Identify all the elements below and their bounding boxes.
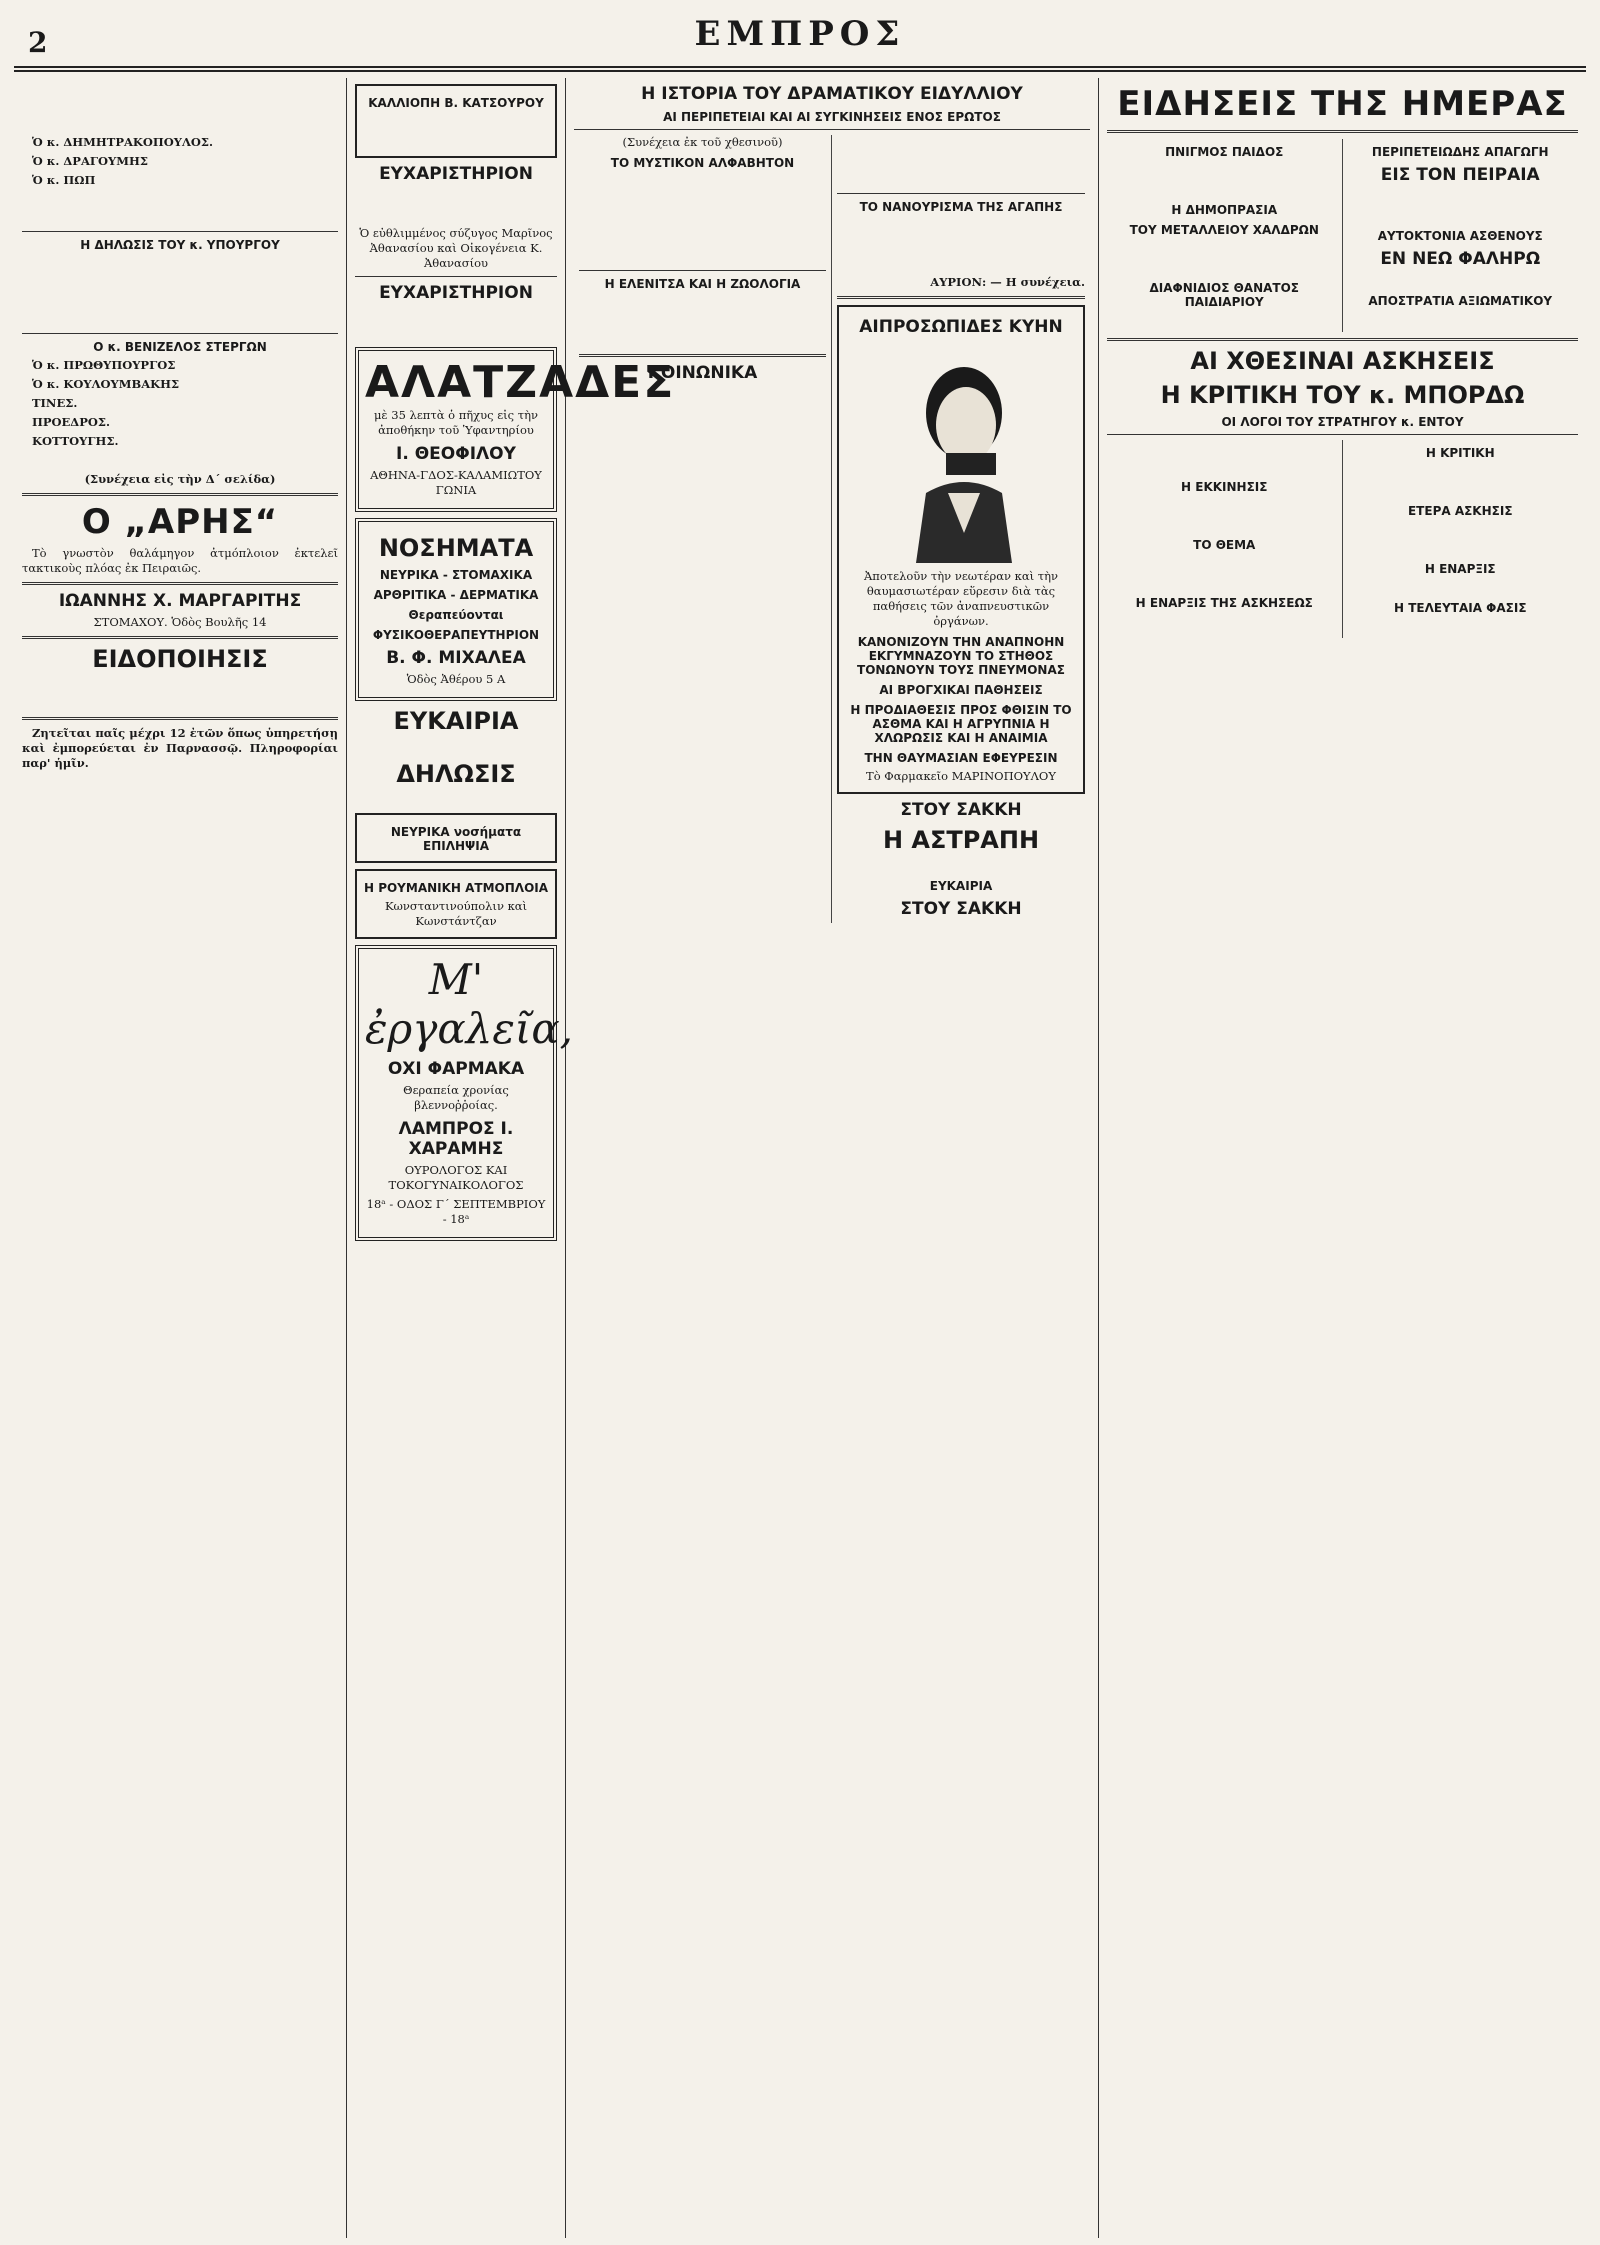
body-text [22, 696, 338, 711]
ad-faces-h2: ΑΙ ΒΡΟΓΧΙΚΑΙ ΠΑΘΗΣΕΙΣ [879, 683, 1043, 697]
body-text [1112, 440, 1337, 455]
thanks-1-title: ΕΥΧΑΡΙΣΤΗΡΙΟΝ [379, 164, 533, 184]
ad-romaniki [355, 869, 557, 939]
news-drowning: ΠΝΙΓΜΟΣ ΠΑΙΔΟΣ [1165, 145, 1284, 159]
ad-faces-caption: Ἀποτελοῦν τὴν νεωτέραν καὶ τὴν θαυμασιωτέραν εὕρεσιν διὰ τὰς παθήσεις τῶν ἀναπνευστικῶν ὀργάνων. [863, 569, 1059, 628]
notices-title: ΕΙΔΟΠΟΙΗΣΙΣ [92, 645, 268, 673]
divider [1107, 434, 1578, 435]
ad-margaritis-title: ΙΩΑΝΝΗΣ Χ. ΜΑΡΓΑΡΙΤΗΣ [58, 591, 302, 611]
ad-katsourou-title: ΚΑΛΛΙΟΠΗ Β. ΚΑΤΣΟΥΡΟΥ [368, 96, 544, 110]
ad-ergaleia-sub: ΟΧΙ ΦΑΡΜΑΚΑ [387, 1059, 525, 1079]
story-continued: (Συνέχεια ἐκ τοῦ χθεσινοῦ) [622, 135, 783, 149]
speaker-dimitrakopoulos: Ὁ κ. ΔΗΜΗΤΡΑΚΟΠΟΥΛΟΣ. [32, 135, 214, 149]
continued-note: (Συνέχεια εἰς τὴν Δ΄ σελίδα) [84, 472, 276, 486]
ad-alatzades [355, 347, 676, 512]
ad-katsourou [355, 84, 557, 158]
ad-diseases-title: ΝΟΣΗΜΑΤΑ [378, 534, 534, 562]
body-text [22, 677, 338, 692]
divider [1107, 338, 1578, 341]
story-tomorrow: ΑΥΡΙΟΝ: — Η συνέχεια. [930, 275, 1085, 289]
body-text [22, 313, 338, 328]
body-text [355, 207, 557, 222]
ad-alatzades-title: ΑΛΑΤΖΑΔΕΣ [365, 357, 676, 408]
thanks-1-signature: Ὁ εὐθλιμμένος σύζυγος Μαρῖνος Ἀθανασίου καὶ Οἰκογένεια Κ. Ἀθανασίου [359, 226, 553, 270]
body-text [1112, 182, 1337, 197]
body-text [579, 212, 826, 227]
ad-physio-address: Ὁδὸς Ἀθέρου 5 Α [406, 672, 506, 686]
ad-ergaleia-text: Θεραπεία χρονίας βλεννοῤῥοίας. [403, 1083, 509, 1112]
body-text [1348, 273, 1574, 288]
ad-faces-h3: Η ΠΡΟΔΙΑΘΕΣΙΣ ΠΡΟΣ ΦΘΙΣΙΝ ΤΟ ΑΣΘΜΑ ΚΑΙ Η ΑΓΡΥΠΝΙΑ Η ΧΛΩΡΩΣΙΣ ΚΑΙ Η ΑΝΑΙΜΙΑ [850, 703, 1072, 745]
page-number: 2 [28, 26, 48, 59]
body-text [579, 231, 826, 246]
body-text [22, 116, 338, 131]
body-text [1112, 163, 1337, 178]
body-text [22, 294, 338, 309]
divider [22, 333, 338, 334]
exercise-final: Η ΤΕΛΕΥΤΑΙΑ ΦΑΣΙΣ [1393, 601, 1527, 615]
story-subtitle: ΑΙ ΠΕΡΙΠΕΤΕΙΑΙ ΚΑΙ ΑΙ ΣΥΓΚΙΝΗΣΕΙΣ ΕΝΟΣ ΕΡΩΤΟΣ [663, 110, 1001, 124]
man-with-inhaler-illustration [886, 343, 1036, 563]
column-news [1099, 78, 1586, 2238]
ad-epilepsy-title: ΝΕΥΡΙΚΑ νοσήματα ΕΠΙΛΗΨΙΑ [390, 825, 522, 853]
body-text [22, 453, 338, 468]
column-story [566, 78, 1099, 2238]
ad-diseases-3: Θεραπεύονται [408, 608, 504, 622]
speaker-tines: ΤΙΝΕΣ. [32, 396, 78, 410]
ad-faces-pharmacy: Τὸ Φαρμακεῖο ΜΑΡΙΝΟΠΟΥΛΟΥ [866, 769, 1056, 783]
story-part-2: ΤΟ ΝΑΝΟΥΡΙΣΜΑ ΤΗΣ ΑΓΑΠΗΣ [859, 200, 1063, 214]
body-text [355, 307, 557, 322]
body-text [22, 192, 338, 207]
divider [574, 129, 1090, 130]
body-text [1112, 517, 1337, 532]
body-text [837, 858, 1085, 873]
body-text [579, 193, 826, 208]
body-text [1112, 575, 1337, 590]
ad-charamis-name: ΛΑΜΠΡΟΣ Ι. ΧΑΡΑΜΗΣ [398, 1119, 514, 1159]
ad-aris-text: Τὸ γνωστὸν θαλάμηγον ἀτμόπλοιον ἐκτελεῖ τακτικοὺς πλόας ἐκ Πειραιῶς. [22, 546, 338, 575]
body-text [1348, 312, 1574, 327]
story-part-1: ΤΟ ΜΥΣΤΙΚΟΝ ΑΛΦΑΒΗΤΟΝ [610, 156, 795, 170]
ad-ergaleia-title: Μ' ἐργαλεῖα, [365, 955, 574, 1053]
ad-alatzades-owner: Ι. ΘΕΟΦΙΛΟΥ [396, 444, 516, 464]
divider [1107, 130, 1578, 133]
ad-faces-h1: ΚΑΝΟΝΙΖΟΥΝ ΤΗΝ ΑΝΑΠΝΟΗΝ ΕΚΓΥΜΝΑΖΟΥΝ ΤΟ ΣΤΗΘΟΣ ΤΟΝΩΝΟΥΝ ΤΟΥΣ ΠΝΕΥΜΟΝΑΣ [857, 635, 1065, 677]
body-text [1348, 208, 1574, 223]
body-text [363, 133, 549, 148]
declarations-title: ΔΗΛΩΣΙΣ [396, 760, 516, 788]
divider [22, 231, 338, 232]
ad-faces-h4: ΤΗΝ ΘΑΥΜΑΣΙΑΝ ΕΦΕΥΡΕΣΙΝ [864, 751, 1058, 765]
ad-alatzades-text: μὲ 35 λεπτὰ ὁ πῆχυς εἰς τὴν ἀποθήκην τοῦ Ὑφαντηρίου [373, 408, 539, 437]
news-title: ΕΙΔΗΣΕΙΣ ΤΗΣ ΗΜΕΡΑΣ [1117, 84, 1568, 124]
news-left [1107, 139, 1343, 332]
body-text [579, 387, 826, 402]
column-ads [347, 78, 676, 2238]
body-text [22, 256, 338, 271]
ad-margaritis-text: ΣΤΟΜΑΧΟΥ. Ὁδὸς Βουλῆς 14 [93, 615, 267, 629]
ad-astrapi-title: Η ΑΣΤΡΑΠΗ [882, 826, 1040, 854]
body-text [579, 314, 826, 329]
ad-faces [837, 305, 1085, 794]
exercises-right [1343, 440, 1579, 638]
body-text [1348, 464, 1574, 479]
body-text [837, 154, 1085, 169]
divider [22, 493, 338, 496]
body-text [579, 425, 826, 440]
exercise-other: ΕΤΕΡΑ ΑΣΚΗΣΙΣ [1407, 504, 1513, 518]
speaker-prime-minister: Ὁ κ. ΠΡΩΘΥΠΟΥΡΓΟΣ [32, 358, 176, 372]
ad-romaniki-title: Η ΡΟΥΜΑΝΙΚΗ ΑΤΜΟΠΛΟΙΑ [363, 881, 549, 895]
critique-title: Η ΚΡΙΤΙΚΗ ΤΟΥ κ. ΜΠΟΡΔΩ [1160, 381, 1525, 409]
columns [14, 78, 1586, 2238]
body-text [355, 739, 557, 754]
ad-sakkis-title: ΣΤΟΥ ΣΑΚΚΗ [900, 800, 1022, 820]
ad-charamis-address: 18ᵃ - ΟΔΟΣ Γ΄ ΣΕΠΤΕΜΒΡΙΟΥ - 18ᵃ [366, 1197, 546, 1226]
body-text [837, 237, 1085, 252]
body-text [22, 97, 338, 112]
column-parliament [14, 78, 347, 2238]
story-left [574, 135, 832, 923]
ad-physio-title: ΦΥΣΙΚΟΘΕΡΑΠΕΥΤΗΡΙΟΝ [372, 628, 540, 642]
divider [579, 270, 826, 271]
body-text [579, 250, 826, 265]
news-discharge: ΑΠΟΣΤΡΑΤΙΑ ΑΞΙΩΜΑΤΙΚΟΥ [1368, 294, 1553, 308]
news-suicide: ΑΥΤΟΚΤΟΝΙΑ ΑΣΘΕΝΟΥΣ [1377, 229, 1543, 243]
body-text [1348, 580, 1574, 595]
body-text [1112, 556, 1337, 571]
body-text [355, 792, 557, 807]
body-text [1348, 541, 1574, 556]
ad-aris-title: Ο „ΑΡΗΣ“ [81, 502, 279, 542]
speaker-pop: Ὁ κ. ΠΩΠ [32, 173, 96, 187]
news-adventurous: ΠΕΡΙΠΕΤΕΙΩΔΗΣ ΑΠΑΓΩΓΗ [1371, 145, 1549, 159]
ad-charamis-title: ΟΥΡΟΛΟΓΟΣ ΚΑΙ ΤΟΚΟΓΥΝΑΙΚΟΛΟΓΟΣ [388, 1163, 524, 1192]
body-text [1112, 614, 1337, 629]
thanks-2-title: ΕΥΧΑΡΙΣΤΗΡΙΟΝ [379, 283, 533, 303]
news-auction-sub: ΤΟΥ ΜΕΤΑΛΛΕΙΟΥ ΧΑΛΔΡΩΝ [1129, 223, 1319, 237]
speaker-dragoumis: Ὁ κ. ΔΡΑΓΟΥΜΗΣ [32, 154, 148, 168]
ad-sakkis-2-title: ΣΤΟΥ ΣΑΚΚΗ [900, 899, 1022, 919]
speaker-kouloumvakis: Ὁ κ. ΚΟΥΛΟΥΜΒΑΚΗΣ [32, 377, 180, 391]
section-minister-statement: Η ΔΗΛΩΣΙΣ ΤΟΥ κ. ΥΠΟΥΡΓΟΥ [80, 238, 280, 252]
body-text [355, 188, 557, 203]
story-right [832, 135, 1090, 923]
news-accident: ΔΙΑΦΝΙΔΙΟΣ ΘΑΝΑΤΟΣ ΠΑΙΔΙΑΡΙΟΥ [1149, 281, 1299, 309]
ad-diseases [355, 518, 557, 701]
body-text [363, 114, 549, 129]
news-adventurous-sub: ΕΙΣ ΤΟΝ ΠΕΙΡΑΙΑ [1380, 165, 1540, 185]
story-part-3: Η ΕΛΕΝΙΤΣΑ ΚΑΙ Η ΖΩΟΛΟΓΙΑ [604, 277, 801, 291]
story-split [574, 135, 1090, 923]
ad-epilepsy [355, 813, 557, 863]
body-text [837, 173, 1085, 188]
exercise-start: Η ΕΚΚΙΝΗΣΙΣ [1181, 480, 1268, 494]
body-text [22, 275, 338, 290]
ad-romaniki-text: Κωνσταντινούπολιν καὶ Κωνστάντζαν [384, 899, 528, 928]
body-text [1348, 619, 1574, 634]
body-text [837, 218, 1085, 233]
story-title: Η ΙΣΤΟΡΙΑ ΤΟΥ ΔΡΑΜΑΤΙΚΟΥ ΕΙΔΥΛΛΙΟΥ [641, 84, 1023, 104]
ad-occasion-title: ΕΥΚΑΙΡΙΑ [393, 707, 519, 735]
exercise-beginning: Η ΕΝΑΡΞΙΣ ΤΗΣ ΑΣΚΗΣΕΩΣ [1135, 596, 1313, 610]
news-split-bottom [1107, 440, 1578, 638]
ad-opportunity-title: ΕΥΚΑΙΡΙΑ [929, 879, 993, 893]
critique-subtitle: ΟΙ ΛΟΓΟΙ ΤΟΥ ΣΤΡΑΤΗΓΟΥ κ. ΕΝΤΟΥ [1221, 415, 1464, 429]
speaker-proedros: ΠΡΟΕΔΡΟΣ. [32, 415, 111, 429]
body-text [579, 174, 826, 189]
exercise-opening: Η ΕΝΑΡΞΙΣ [1424, 562, 1496, 576]
news-auction: Η ΔΗΜΟΠΡΑΣΙΑ [1171, 203, 1278, 217]
body-text [837, 135, 1085, 150]
divider [837, 296, 1085, 299]
exercises-left [1107, 440, 1343, 638]
body-text [579, 333, 826, 348]
divider [22, 636, 338, 639]
body-text [837, 256, 1085, 271]
masthead-title: ΕΜΠΡΟΣ [694, 14, 906, 54]
news-suicide-sub: ΕΝ ΝΕΩ ΦΑΛΗΡΩ [1380, 249, 1541, 269]
ad-diseases-2: ΑΡΘΡΙΤΙΚΑ - ΔΕΡΜΑΤΙΚΑ [373, 588, 539, 602]
divider [579, 354, 826, 357]
ad-physio-name: Β. Φ. ΜΙΧΑΛΕΑ [386, 648, 526, 668]
wanted-ad: Ζητεῖται παῖς μέχρι 12 ἐτῶν ὅπως ὑπηρετήσῃ καὶ ἐμπορεύεται ἐν Παρνασσῷ. Πληροφορίαι παρ' ἡμῖν. [22, 726, 338, 770]
body-text [1112, 498, 1337, 513]
ad-faces-title: ΑΙΠΡΟΣΩΠΙΔΕΣ ΚΥΗΝ [859, 317, 1063, 337]
social-title: ΚΟΙΝΩΝΙΚΑ [647, 363, 758, 383]
body-text [579, 463, 826, 478]
exercises-title: ΑΙ ΧΘΕΣΙΝΑΙ ΑΣΚΗΣΕΙΣ [1190, 347, 1495, 375]
section-venizelos: Ο κ. ΒΕΝΙΖΕΛΟΣ ΣΤΕΡΓΩΝ [93, 340, 267, 354]
body-text [1348, 483, 1574, 498]
body-text [1112, 241, 1337, 256]
body-text [22, 211, 338, 226]
ad-alatzades-address: ΑΘΗΝΑ-ΓΔΟΣ-ΚΑΛΑΜΙΩΤΟΥ ΓΩΝΙΑ [370, 468, 542, 497]
ad-ergaleia [355, 945, 574, 1241]
body-text [579, 444, 826, 459]
body-text [1348, 189, 1574, 204]
body-text [579, 406, 826, 421]
ad-diseases-1: ΝΕΥΡΙΚΑ - ΣΤΟΜΑΧΙΚΑ [379, 568, 533, 582]
body-text [1112, 260, 1337, 275]
body-text [22, 78, 338, 93]
body-text [1348, 522, 1574, 537]
body-text [1112, 459, 1337, 474]
divider [22, 582, 338, 585]
body-text [355, 326, 557, 341]
divider [837, 193, 1085, 194]
news-split-top [1107, 139, 1578, 332]
masthead [14, 8, 1586, 72]
body-text [1112, 313, 1337, 328]
speaker-kottougis: ΚΟΤΤΟΥΓΗΣ. [32, 434, 119, 448]
divider [355, 276, 557, 277]
body-text [579, 295, 826, 310]
divider [22, 717, 338, 720]
news-right [1343, 139, 1579, 332]
exercise-theme: ΤΟ ΘΕΜΑ [1193, 538, 1256, 552]
exercise-criticism: Η ΚΡΙΤΙΚΗ [1425, 446, 1495, 460]
